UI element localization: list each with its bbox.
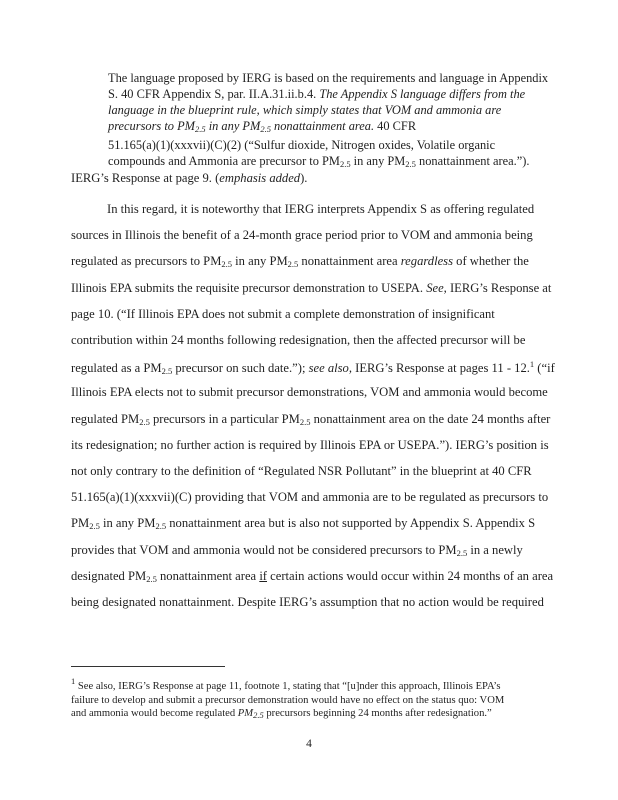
- body-line: [71, 438, 549, 453]
- text-run: In this regard, it is noteworthy that IERG interprets Appendix S as offering regulated: [107, 202, 535, 216]
- text-run: nonattainment area but is also not supported by Appendix S. Appendix S: [166, 516, 536, 531]
- text-run: regulated as a PM: [71, 361, 162, 376]
- body-line: [71, 543, 523, 558]
- text-run: of whether the: [453, 254, 529, 269]
- text-run: sources in Illinois the benefit of a 24-month grace period prior to VOM and ammonia being: [71, 228, 533, 243]
- body-line: [71, 281, 551, 296]
- text-run: precursors to PM: [108, 118, 195, 133]
- text-run: nonattainment area.”).: [415, 153, 530, 168]
- quote-line: [108, 138, 538, 154]
- body-line: [71, 333, 525, 348]
- text-run: PM: [237, 708, 254, 719]
- footnote: [71, 675, 541, 723]
- text-run: language in the blueprint rule, which simply states that VOM and ammonia are: [108, 102, 502, 117]
- footnote-line: [71, 707, 541, 723]
- quote-line: [108, 71, 549, 87]
- body-line: [71, 516, 535, 531]
- text-run: nonattainment area on the date 24 months after: [310, 411, 551, 426]
- text-run: 2.5: [155, 521, 167, 532]
- text-run: 40 CFR: [374, 118, 417, 133]
- body-line: [71, 254, 529, 269]
- text-run: PM: [71, 516, 90, 531]
- text-run: Illinois EPA submits the requisite precursor demonstration to USEPA.: [71, 280, 427, 295]
- text-run: nonattainment area.: [270, 118, 375, 133]
- quote-line: [108, 154, 538, 173]
- text-run: nonattainment area: [156, 568, 260, 583]
- body-line: [71, 359, 555, 376]
- text-run: precursors in a particular PM: [149, 411, 300, 426]
- text-run: 2.5: [456, 547, 468, 558]
- text-run: 1: [529, 359, 535, 370]
- text-run: 51.165(a)(1)(xxxvii)(C) providing that VOM and ammonia are to be regulated as precursors to: [71, 490, 549, 505]
- page-number: 4: [306, 738, 312, 750]
- text-run: IERG’s Response at pages 11 - 12.: [351, 361, 530, 376]
- text-run: 2.5: [260, 123, 271, 134]
- text-run: 2.5: [253, 710, 264, 720]
- text-run: in any PM: [99, 516, 156, 531]
- footnote-separator: [71, 666, 225, 667]
- text-run: its redesignation; no further action is required by Illinois EPA or USEPA.”). IERG’s position is: [71, 437, 549, 452]
- text-run: contribution within 24 months following redesignation, then the affected precursor will be: [71, 333, 526, 347]
- text-run: 2.5: [405, 158, 416, 169]
- block-quote: [108, 71, 549, 172]
- text-run: in a newly: [467, 542, 523, 557]
- text-run: 2.5: [161, 366, 173, 377]
- text-run: not only contrary to the definition of “Regulated NSR Pollutant” in the blueprint at 40 CFR: [71, 464, 532, 478]
- text-run: page 10. (“If Illinois EPA does not submit a complete demonstration of insignificant: [71, 306, 495, 321]
- text-run: being designated nonattainment. Despite IERG’s assumption that no action would be required: [71, 595, 544, 609]
- body-line: [107, 202, 534, 217]
- text-run: regulated as precursors to PM: [71, 254, 222, 269]
- text-run: 2.5: [89, 521, 100, 532]
- text-run: in any PM: [205, 118, 261, 133]
- text-run: The Appendix S language differs from the: [319, 86, 526, 101]
- text-run: nonattainment area: [298, 254, 401, 269]
- text-run: see also,: [308, 361, 352, 376]
- quote-line: [108, 87, 538, 103]
- body-line: [71, 464, 532, 479]
- text-run: 2.5: [339, 158, 351, 169]
- body-line: [71, 412, 550, 427]
- text-run: ).: [300, 171, 308, 185]
- text-run: Illinois EPA elects not to submit precursor demonstrations, VOM and ammonia would become: [71, 385, 548, 400]
- text-run: 1: [71, 676, 76, 686]
- quote-line: [108, 103, 538, 119]
- text-run: 2.5: [299, 416, 311, 427]
- text-run: 51.165(a)(1)(xxxvii)(C)(2) (“Sulfur dioxide, Nitrogen oxides, Volatile organic: [108, 137, 496, 152]
- text-run: certain actions would occur within 24 months of an area: [267, 568, 554, 583]
- text-run: 2.5: [194, 123, 206, 134]
- text-run: IERG’s Response at: [446, 280, 552, 295]
- quote-citation: [71, 171, 307, 186]
- footnote-line: [71, 694, 541, 708]
- text-run: regardless: [400, 254, 453, 269]
- body-line: [71, 595, 544, 610]
- text-run: See,: [426, 280, 447, 295]
- text-run: in any PM: [232, 254, 288, 269]
- text-run: 2.5: [146, 573, 157, 584]
- body-line: [71, 490, 548, 505]
- text-run: failure to develop and submit a precursor demonstration would have no effect on the status quo: VOM: [71, 694, 505, 706]
- text-run: The language proposed by IERG is based on the requirements and language in Appendix: [108, 71, 549, 85]
- text-run: emphasis added: [219, 171, 301, 185]
- text-run: precursor on such date.”);: [172, 361, 309, 376]
- body-line: [71, 385, 548, 400]
- text-run: 2.5: [221, 259, 233, 270]
- body-line: [71, 569, 553, 584]
- text-run: if: [259, 568, 268, 583]
- text-run: (“if: [534, 361, 555, 376]
- text-run: provides that VOM and ammonia would not be considered precursors to PM: [71, 542, 457, 557]
- text-run: IERG’s Response at page 9. (: [71, 171, 220, 185]
- text-run: precursors beginning 24 months after redesignation.”: [263, 708, 492, 719]
- quote-line: [108, 119, 538, 138]
- footnote-line: [71, 675, 541, 694]
- text-run: regulated PM: [71, 411, 140, 426]
- text-run: in any PM: [350, 153, 406, 168]
- text-run: S. 40 CFR Appendix S, par. II.A.31.ii.b.4.: [108, 86, 320, 101]
- text-run: and ammonia would become regulated: [71, 708, 238, 719]
- text-run: compounds and Ammonia are precursor to PM: [108, 153, 340, 168]
- text-run: 2.5: [139, 416, 150, 427]
- text-run: See also, IERG’s Response at page 11, footnote 1, stating that “[u]nder this approach, Illinois EPA’s: [75, 681, 501, 692]
- text-run: 2.5: [287, 259, 299, 270]
- body-line: [71, 307, 495, 322]
- body-line: [71, 228, 533, 243]
- text-run: designated PM: [71, 568, 147, 583]
